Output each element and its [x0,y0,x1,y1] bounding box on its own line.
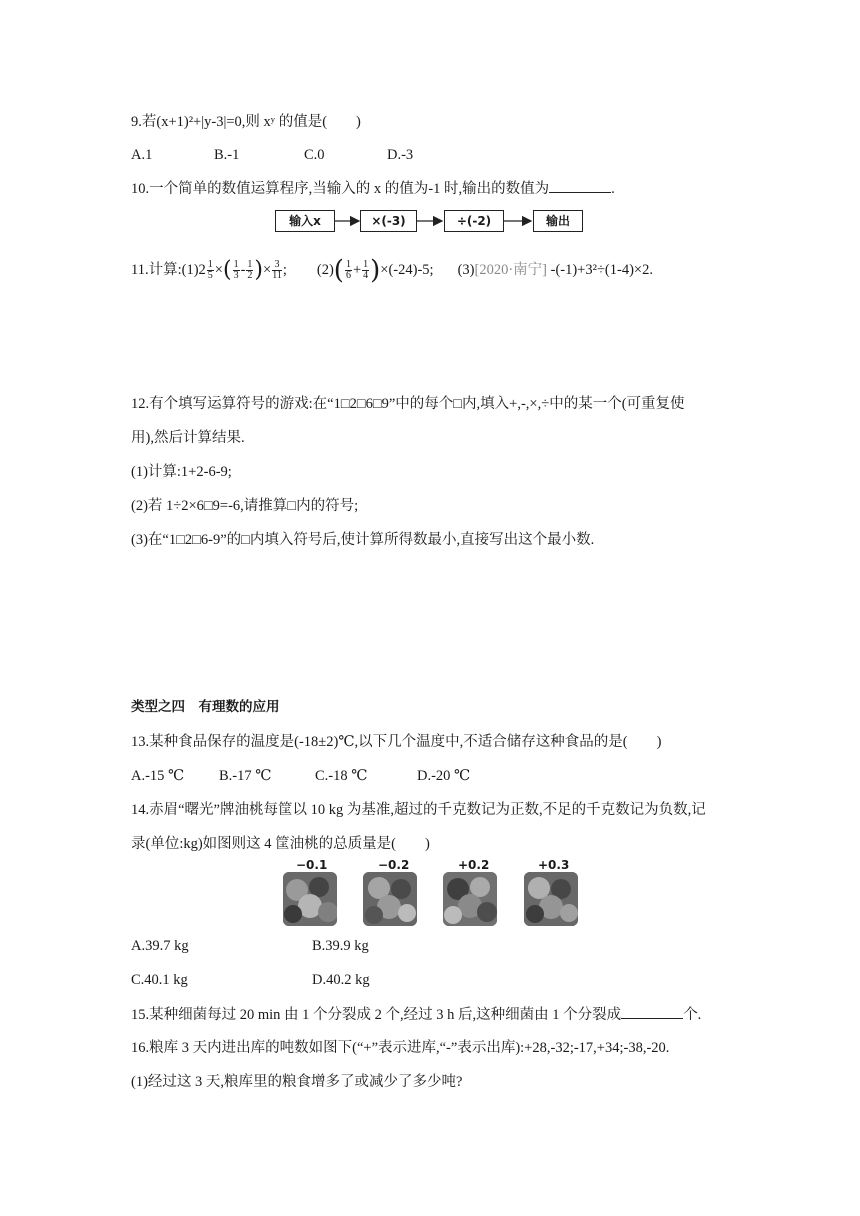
basket-label-3: +0.2 [458,858,490,872]
q12-sub3: (3)在“1□2□6-9”的□内填入符号后,使计算所得数最小,直接写出这个最小数. [131,532,595,548]
q13-option-a: A.-15 ℃ [131,768,185,784]
q13-stem: 13.某种食品保存的温度是(-18±2)℃,以下几个温度中,不适合储存这种食品的是( ) [131,734,662,750]
q11-p1-mixed-frac: $\frac{1}{5}$ [207,259,213,282]
peach-basket-image-1 [283,872,337,926]
q11-lead: 11.计算:(1)2 [131,262,206,278]
q11-stem: 11.计算:(1)2 $\frac{1}{5}$ ×( $\frac{1}{3}$ - $\frac{1}{2}$ )× $\frac{3}{11}$ ; (2)( $\frac{1}{6}$ + $\frac{1}{4}$ )×(-24)-5; (3)[2020·南宁] -(-1)+3²÷(1-4)×2. [131,255,653,286]
q10-flowchart [275,208,585,236]
flow-input-box: 输入x [275,210,335,232]
q10-stem-end: . [611,181,615,197]
q9-stem: 9.若(x+1)²+|y-3|=0,则 xʸ 的值是( ) [131,114,361,130]
q12-sub2: (2)若 1÷2×6□9=-6,请推算□内的符号; [131,498,359,514]
q11-p3-source: [2020·南宁] [474,262,547,278]
basket-label-1: −0.1 [296,858,328,872]
q14-option-d: D.40.2 kg [312,972,370,988]
q14-line1: 14.赤眉“曙光”牌油桃每筐以 10 kg 为基准,超过的千克数记为正数,不足的千克数记为负数,记 [131,802,706,818]
q16-sub1: (1)经过这 3 天,粮库里的粮食增多了或减少了多少吨? [131,1074,463,1090]
q14-option-b: B.39.9 kg [312,938,369,954]
section-heading: 类型之四 有理数的应用 [131,699,280,715]
q15-stem-text: 15.某种细菌每过 20 min 由 1 个分裂成 2 个,经过 3 h 后,这种细菌由 1 个分裂成 [131,1007,622,1023]
q14-option-a: A.39.7 kg [131,938,189,954]
q15-stem [131,1004,701,1025]
q11-p3-expr: -(-1)+3²÷(1-4)×2. [546,262,653,278]
q11-p3-label: (3) [457,262,475,278]
q15-answer-blank [621,1004,683,1019]
q10-stem [131,178,615,199]
peach-basket-image-4 [524,872,578,926]
q14-option-c: C.40.1 kg [131,972,188,988]
basket-label-2: −0.2 [378,858,410,872]
q9-option-b: B.-1 [214,147,240,163]
q15-stem-end: 个. [683,1007,702,1023]
q9-option-a: A.1 [131,147,153,163]
q13-option-b: B.-17 ℃ [219,768,272,784]
q9-option-c: C.0 [304,147,325,163]
q11-p2-label: (2) [316,262,334,278]
q12-sub1: (1)计算:1+2-6-9; [131,464,232,480]
peach-basket-image-3 [443,872,497,926]
q13-option-c: C.-18 ℃ [315,768,368,784]
q9-option-d: D.-3 [387,147,414,163]
q14-line2: 录(单位:kg)如图则这 4 筐油桃的总质量是( ) [131,836,430,852]
flow-divide-box: ÷(-2) [444,210,504,232]
basket-label-4: +0.3 [538,858,570,872]
q13-option-d: D.-20 ℃ [417,768,471,784]
flow-output-box: 输出 [533,210,583,232]
q12-line1: 12.有个填写运算符号的游戏:在“1□2□6□9”中的每个□内,填入+,-,×,÷中的某一个(可重复使 [131,396,685,412]
q10-stem-text: 10.一个简单的数值运算程序,当输入的 x 的值为-1 时,输出的数值为 [131,181,550,197]
q11-p2-tail: ×(-24)-5; [380,262,434,278]
q16-stem: 16.粮库 3 天内进出库的吨数如图下(“+”表示进库,“-”表示出库):+28,-32;-17,+34;-38,-20. [131,1040,670,1056]
q11-p2-frac-a: $\frac{1}{6}$ [345,259,351,282]
q11-p2-frac-b: $\frac{1}{4}$ [363,259,369,282]
q12-line2: 用),然后计算结果. [131,430,245,446]
peach-basket-image-2 [363,872,417,926]
q11-p1-frac-c: $\frac{3}{11}$ [272,259,282,282]
q11-p1-frac-b: $\frac{1}{2}$ [247,259,253,282]
q10-answer-blank [549,178,611,193]
q11-p1-frac-a: $\frac{1}{3}$ [233,259,239,282]
flow-multiply-box: ×(-3) [360,210,417,232]
